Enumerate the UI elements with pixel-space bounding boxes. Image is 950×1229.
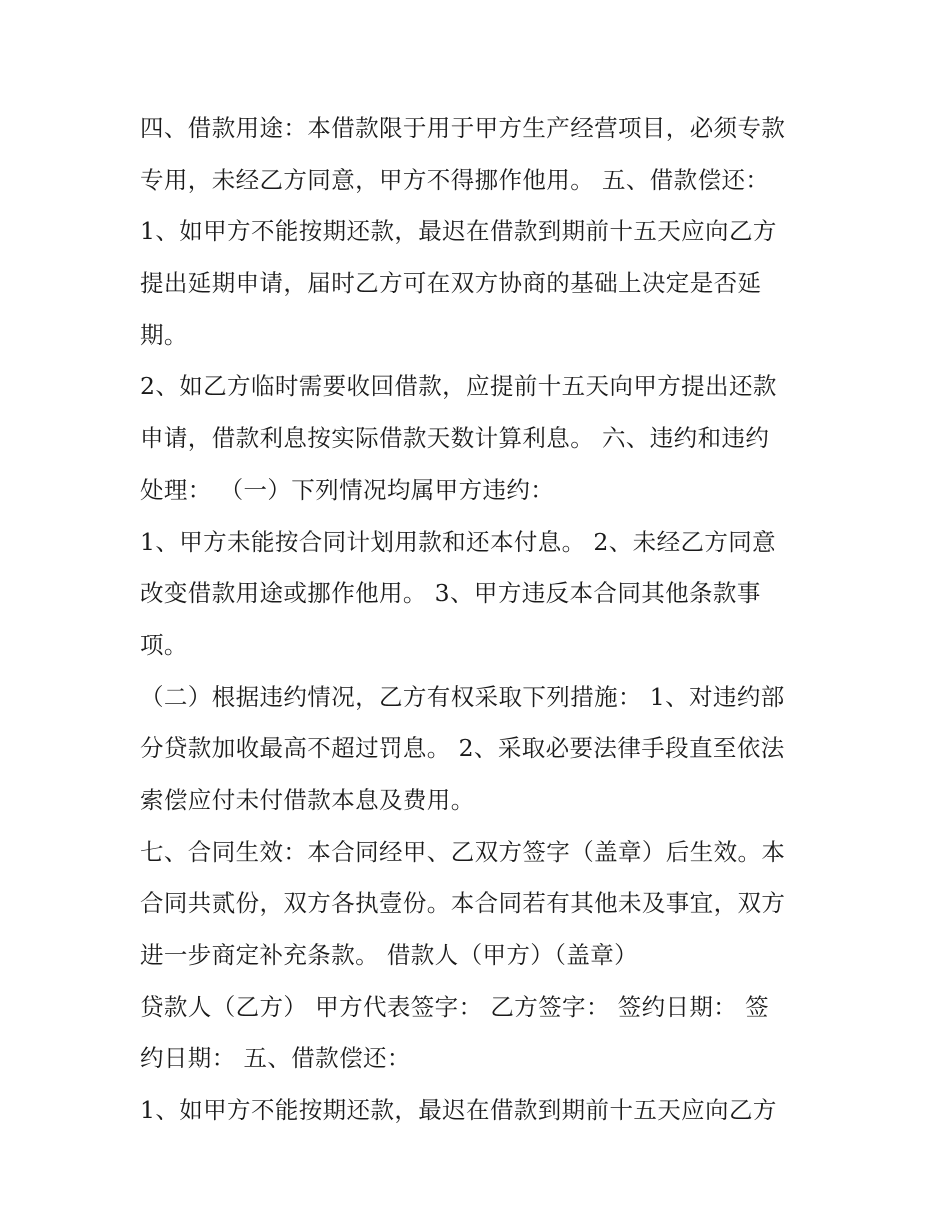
text-line: 分贷款加收最高不超过罚息。 2、采取必要法律手段直至依法 (140, 734, 785, 763)
text-line: 1、甲方未能按合同计划用款和还本付息。 2、未经乙方同意 (140, 527, 777, 556)
text-line: 约日期： 五、借款偿还： (140, 1044, 411, 1073)
text-line: 2、如乙方临时需要收回借款，应提前十五天向甲方提出还款 (140, 372, 777, 401)
document-body (140, 103, 830, 1137)
text-line: 1、如甲方不能按期还款，最迟在借款到期前十五天应向乙方 (140, 217, 777, 246)
text-line: 四、借款用途：本借款限于用于甲方生产经营项目，必须专款 (140, 114, 786, 142)
text-line: 申请，借款利息按实际借款天数计算利息。 六、违约和违约 (140, 424, 770, 453)
text-line: 项。 (140, 630, 188, 659)
text-line: 处理： （一）下列情况均属甲方违约： (140, 475, 555, 504)
text-line: 合同共贰份，双方各执壹份。本合同若有其他未及事宜，双方 (140, 889, 786, 918)
text-line: 提出延期申请，届时乙方可在双方协商的基础上决定是否延 (140, 269, 762, 298)
text-line: 七、合同生效：本合同经甲、乙双方签字（盖章）后生效。本 (140, 837, 786, 866)
text-line: 期。 (140, 320, 188, 349)
text-line: 专用，未经乙方同意，甲方不得挪作他用。 五、借款偿还： (140, 165, 770, 194)
text-line: 贷款人（乙方） 甲方代表签字： 乙方签字： 签约日期： 签 (140, 992, 769, 1021)
text-line: 索偿应付未付借款本息及费用。 (140, 785, 475, 814)
text-line: 进一步商定补充条款。 借款人（甲方）（盖章） (140, 941, 639, 969)
text-line: 改变借款用途或挪作他用。 3、甲方违反本合同其他条款事 (140, 579, 761, 608)
text-line: （二）根据违约情况，乙方有权采取下列措施： 1、对违约部 (140, 682, 785, 711)
text-line: 1、如甲方不能按期还款，最迟在借款到期前十五天应向乙方 (140, 1096, 777, 1125)
